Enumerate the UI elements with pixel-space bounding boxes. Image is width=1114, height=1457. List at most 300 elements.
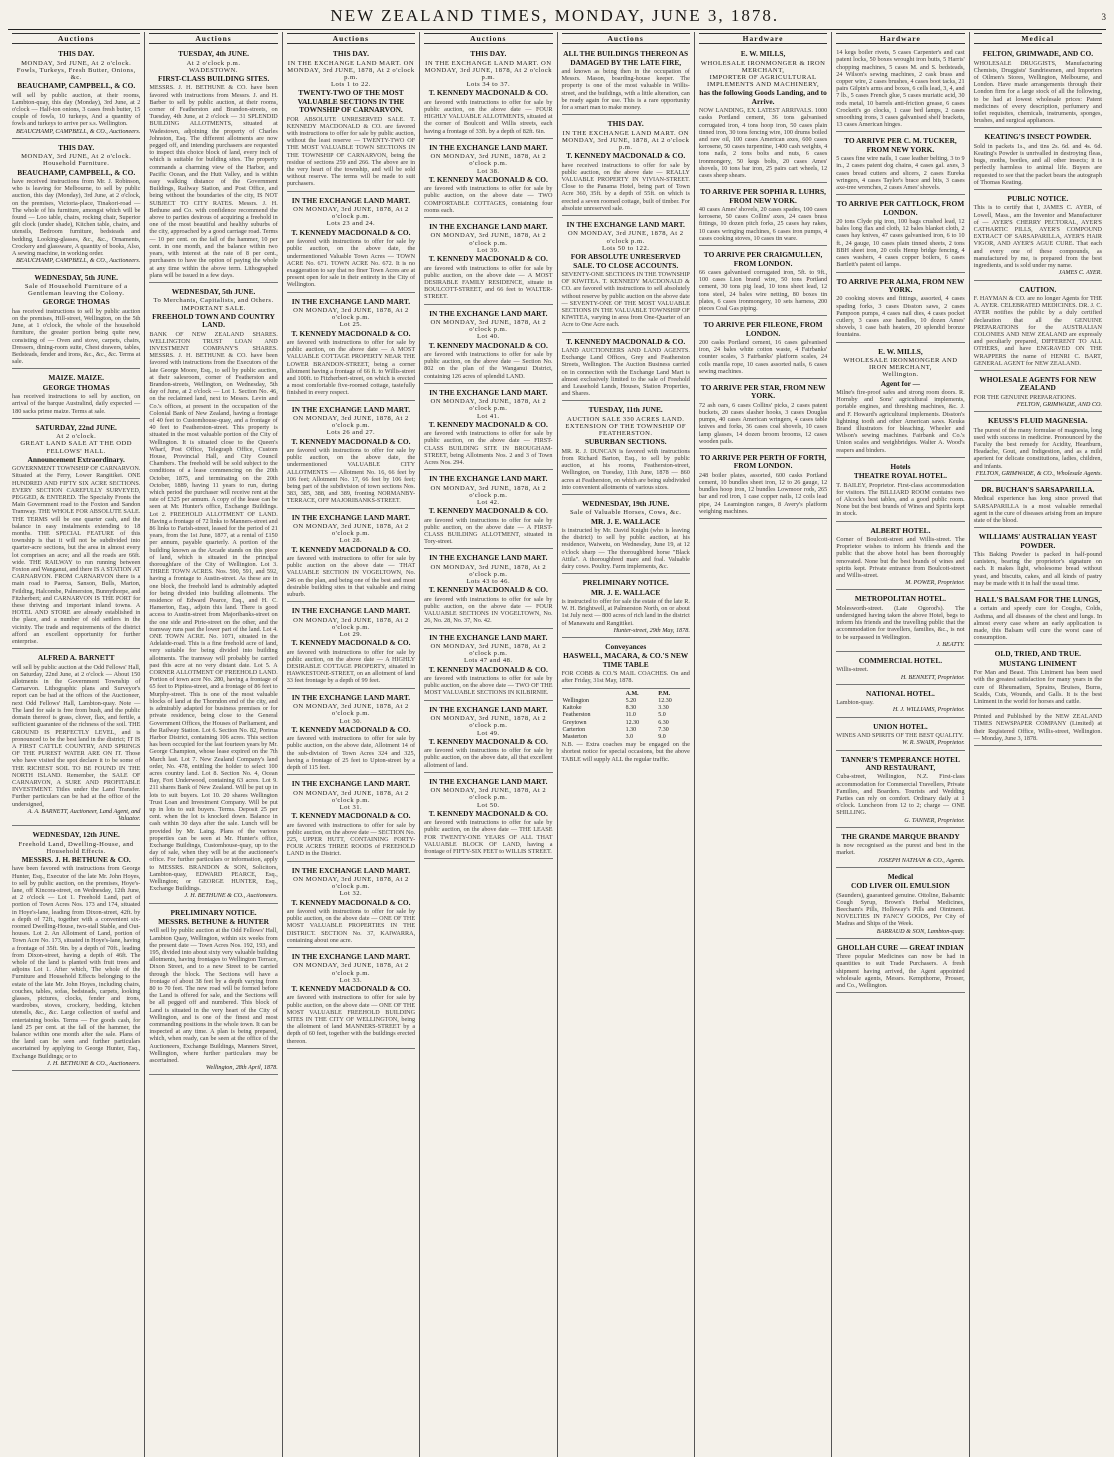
advertisement	[424, 141, 552, 218]
ad-text: is instructed by Mr. David Knight (who is leaving the district) to sell by public auction, at his residence, Waiwetu, on Wednesday, June 19, at 12 o'clock sharp — The thoroughbred horse "Black Attila". A thoroughbred mare and foal. Valuable dairy cows. Poultry. Farm implements, &c.	[561, 527, 690, 571]
ad-lead: T. KENNEDY MACDONALD & CO.	[566, 151, 686, 161]
timetable-header-cell	[562, 691, 625, 698]
ad-lead: T. KENNEDY MACDONALD & CO.	[428, 340, 548, 350]
ad-heading: TUESDAY, 11th JUNE.	[588, 405, 663, 415]
ad-text: have received instructions from Mr. J. Robinson, who is leaving for Melbourne, to sell by public auction, this day (Monday), 3rd June, at 2 o'clock, on the premises, Victoria-place, Tinakori-road — The whole of his furniture, amongst which will be found — Loo table, chairs, rocking chair, Superior gilt clock (under shade), Kitchen table, chairs, and utensils, Bedroom furniture, bedsteads and bedding, Looking-glasses, &c., &c., Ornaments, Crockery and glassware, A quantity of books, Also, A sewing machine, in working order.	[12, 178, 141, 258]
ad-subheading: ON MONDAY, 3rd JUNE, 1878, At 2 o'clock p.m.	[567, 230, 684, 245]
ad-text: are favored with instructions to offer for sale by public auction, on the above date — ONE OF THE MOST VALUABLE FREEHOLD BUILDING SITES IN THE CITY OF WELLINGTON, being the allotment of land MANNERS-STREET by a depth of 60 feet, together with the buildings erected thereon.	[286, 994, 416, 1045]
ad-body-title: Lot 39.	[477, 246, 500, 254]
advertisement	[12, 271, 140, 370]
ad-text: Lambton-quay.	[836, 699, 874, 707]
ad-body-title: Lot 25.	[339, 321, 363, 329]
ad-body-title: Lots 26 and 27.	[326, 429, 376, 437]
ad-subheading: Sale of Household Furniture of a Gentleman leaving the Colony.	[24, 282, 128, 298]
ad-signature: A. A. BARNETT, Auctioneer, Land Agent, and Valuator.	[27, 807, 141, 822]
ad-heading: IN THE EXCHANGE LAND MART.	[291, 865, 411, 875]
ad-heading: IN THE EXCHANGE LAND MART.	[429, 142, 548, 152]
ad-heading: IN THE EXCHANGE LAND MART.	[429, 776, 548, 786]
ad-subheading: To Merchants, Capitalists, and Others.	[153, 297, 274, 305]
ad-subheading: ON MONDAY, 3rd JUNE, 1878, At 2 o'clock p.m.	[293, 523, 409, 538]
ad-text: Cuba-street, Wellington, N.Z. First-class accommodation for Commercial Travellers, Private Families, and Boarders. Tourists and Wedding Parties can rely on comfort. Ordinary daily at 1 o'clock. Luncheon from 12 to 2; charge — ONE SHILLING.	[836, 773, 965, 817]
ad-text: are favored with instructions to offer for sale by public auction, on the above date — FIRST-CLASS BUILDING SITE IN BROUGHAM-STREET, being Allotments Nos. 2 and 3 of Town Acres Nos. 294.	[424, 430, 553, 466]
ad-subheading: Sale of Valuable Horses, Cows, &c.	[570, 509, 682, 517]
ad-text: Milne's fire-proof safes and strong room doors. R. Hornsby and Sons' agricultural implements, portable engines, and threshing machines, &c. J. and F. Howard's agricultural implements. Disston's lightning tooth and other American saws. Keuka Brand illustrators for bleaching. Wheeler and Wilson's sewing machines. Fairbank and Co.'s Union scales and weighbridges. Walter A. Wood's reapers and binders.	[836, 388, 965, 454]
ad-lead: T. KENNEDY MACDONALD & CO.	[428, 174, 548, 184]
advertisement	[12, 421, 140, 650]
ad-lead: THE GRANDE MARQUE BRANDY	[841, 831, 960, 841]
timetable-cell: 1.30	[625, 726, 637, 733]
column-section-header: Auctions	[12, 33, 140, 44]
advertisement	[974, 414, 1102, 481]
ad-subheading: ON MONDAY, 3rd JUNE, 1878, At 2 o'clock p.m.	[293, 962, 409, 977]
ad-lead: T. KENNEDY MACDONALD & CO.	[291, 328, 411, 338]
advertisement	[287, 403, 415, 509]
timetable-header-cell: A.M.	[625, 690, 639, 697]
advertisement	[424, 47, 552, 139]
advertisement	[562, 335, 690, 402]
advertisement	[287, 511, 415, 603]
ad-heading: MAIZE. MAIZE.	[48, 373, 104, 383]
ad-lead: T. KENNEDY MACDONALD & CO.	[291, 227, 411, 237]
ad-lead: T. KENNEDY MACDONALD & CO.	[291, 984, 411, 994]
ad-heading: IN THE EXCHANGE LAND MART.	[566, 220, 685, 230]
ad-subheading: AUCTION SALE 330 ACRES LAND.	[566, 415, 685, 423]
ad-text: Medical experience has long since proved that SARSAPARILLA is a most valuable remedial agent in the cure of diseases arising from an impure state of the blood.	[973, 495, 1102, 524]
ad-signature: FELTON, GRIMWADE, & CO., Wholesale Agents.	[975, 469, 1102, 477]
ad-body-title: WADESTOWN.	[189, 66, 239, 74]
ad-lead: BEAUCHAMP, CAMPBELL, & CO.	[17, 167, 136, 177]
ad-text: are favored with instructions to offer for sale by public auction, on the above date — A MOST DESIRABLE FAMILY RESIDENCE, situate in BOULCOTT-STREET, and 66 feet to WALTER-STREET.	[424, 264, 553, 301]
ad-text: FOR THE GENUINE PREPARATIONS.	[973, 393, 1077, 401]
ad-text: For Man and Beast. This Liniment has been used with the greatest satisfaction for many years in the cure of Rheumatism, Sprains, Bruises, Burns, Scalds, Cuts, Wounds, and Galls. It is the best Liniment in the world for horses and cattle.	[973, 669, 1102, 706]
ad-lead: MR. J. E. WALLACE	[591, 516, 661, 526]
ad-text: 20 tons Clyde pig iron, 100 bags crushed lead, 12 bales long flax and cloth, 12 bales blanket cloth, 2 cases hay knives, 47 cases galvanised iron, 6 to 10 ft., 24 gauge, 10 cases plain tinned sheets, 2 tons BBH sheet iron, 20 coils Hemp bridge fencing, 4 cases washers, 4 cases copper boilers, 6 cases Bartlett's patent oil lamps.	[836, 218, 965, 269]
ad-heading: Conveyances	[605, 642, 647, 652]
ad-text: WINES AND SPIRITS OF THE BEST QUALITY.	[836, 732, 964, 740]
ad-body-title: Lot 41.	[477, 412, 500, 420]
ad-lead: MR. J. E. WALLACE	[591, 587, 661, 597]
timetable-cell: 5.0	[658, 712, 666, 719]
ad-text: 40 cases Ames' shovels, 20 cases spades, 100 cases kerosene, 50 cases Collins' axes, 24 cases brass fittings, 10 dozen pitch forks, 25 cases hay rakes, 10 cases wringing machines, 6 cases iron pumps, 4 cases cooking stoves, 10 cases tin ware.	[698, 206, 828, 242]
column-section-header: Medical	[974, 33, 1102, 44]
ad-text: Molesworth-street. (Late Ogorod's). The undersigned having taken the above Hotel, begs to inform his friends and the travelling public that the accommodation for travellers, families, &c., is not to be surpassed in Wellington.	[836, 604, 965, 641]
ad-subheading: ON MONDAY, 3rd JUNE, 1878, At 2 o'clock p.m.	[293, 616, 409, 631]
ad-lead: FELTON, GRIMWADE, AND CO.	[982, 49, 1094, 59]
ad-heading: IN THE EXCHANGE LAND MART.	[291, 692, 411, 702]
timetable-cell: 3.0	[625, 733, 634, 740]
ad-text: are favored with instructions to offer for sale by public auction, on the above date — ONE OF THE MOST VALUABLE PROPERTIES IN THE DISTRICT. SECTION No. 37, KAIWARRA, containing about one acre.	[286, 907, 416, 944]
ad-lead: Announcement Extraordinary.	[27, 454, 125, 464]
ad-heading: IN THE EXCHANGE LAND MART.	[291, 404, 411, 414]
ad-text: 200 casks Portland cement, 16 cases galvanised iron, 24 bales white cotton waste, 4 Fairbanks' counter scales, 3 Fairbanks' platform scales, 24 coils manila rope, 10 cases assorted nails, 6 cases sewing machines.	[698, 338, 828, 375]
advertisement	[287, 950, 415, 1049]
ad-lead: WHOLESALE AGENTS FOR NEW ZEALAND	[979, 374, 1097, 393]
ad-text: MR. R. J. DUNCAN is favored with instructions from Richard Barton, Esq., to sell by public auction, at his rooms, Featherston-street, Wellington, on Tuesday, 11th June, 1878 — 860 acres at Featherston, on which are being subdivided into convenient allotments of various sizes.	[561, 447, 690, 491]
ad-body-title: Household Furniture.	[42, 160, 110, 168]
ad-lead: T. KENNEDY MACDONALD & CO.	[428, 506, 548, 516]
ad-text: MESSRS. J. H. BETHUNE & CO. have been favored with instructions from Messrs. J. and H. Barber to sell by public auction, at their rooms, corner of Featherston and Brandon-streets, on Tuesday, 4th June, at 2 o'clock — 31 SPLENDID BUILDING ALLOTMENTS, situated at Wadestown, adjoining the property of Charles Johnston, Esq. The different allotments are now pegged off, and intending purchasers are requested to inspect this choice block of land, every inch of which is suitable for building sites. The property commands a charming view of the Harbor, and Pacific Ocean, and the Hutt Valley, and is within easy walking distance of the Government Buildings, Railway Station, and Post Office, and being without the boundaries of the city, IS NOT SUBJECT TO CITY RATES. Messrs. J. H. Bethune and Co. with confidence recommend the above to parties desirous of acquiring a freehold in one of the most beautiful and healthy suburbs of the city, approached by a good carriage road. Terms — 10 per cent. on the fall of the hammer, 10 per cent. in one month, and the balance within two years, with interest at the rate of 8 per cent., purchasers to have the option of paying the whole at any time within the above term. Lithographed plans will be issued in a few days.	[149, 84, 278, 279]
ad-body-title: Lots 43 to 46.	[466, 578, 511, 586]
advertisement	[699, 318, 827, 379]
advertisement	[12, 371, 140, 418]
ad-heading: THIS DAY.	[58, 49, 95, 59]
ad-lead: T. KENNEDY MACDONALD & CO.	[428, 736, 548, 746]
ad-signature: J. H. BETHUNE & CO., Auctioneers.	[46, 1059, 141, 1067]
ad-body-title: Fowls, Turkeys, Fresh Butter, Onions, &c.	[16, 66, 136, 82]
advertisement	[974, 47, 1102, 128]
timetable-cell: 12.30	[658, 697, 672, 704]
ad-subheading: At 2 o'clock.	[56, 433, 97, 441]
advertisement	[836, 753, 964, 828]
advertisement	[974, 647, 1102, 709]
ad-signature: G. TANNER, Proprietor.	[904, 816, 965, 824]
advertisement	[974, 192, 1102, 280]
ad-text: are favored with instructions to offer for sale by public auction, on the above date — A HIGHLY DESIRABLE COTTAGE PROPERTY, situated in HAWKESTONE-STREET, on an allotment of land 33 feet frontage by a depth of 99 feet.	[286, 648, 416, 685]
timetable-cell: 7.30	[658, 726, 669, 733]
ad-subheading: ON MONDAY, 3rd JUNE, 1878, At 2 o'clock p.m.	[430, 398, 547, 413]
advertisement	[699, 451, 827, 519]
ad-lead: T. KENNEDY MACDONALD & CO.	[428, 585, 548, 595]
ad-text: Sold in packets 1s., and tins 2s. 6d. and 4s. 6d. Keating's Powder is unrivalled in destroying fleas, bugs, moths, beetles, and all other insects; it is perfectly harmless to animal life. Buyers are requested to see that the packet bears the autograph of Thomas Keating.	[973, 142, 1102, 186]
ad-text: have received instructions to offer for sale by public auction, on the above date — REALLY VALUABLE PROPERTY IN VIVIAN-STREET. Close to the Panama Hotel, being part of Town Acre 360, 35ft. by a depth of 55ft. on which is erected a seven roomed cottage, built of timber. For absolute unreserved sale.	[561, 161, 690, 212]
ad-heading: TO ARRIVE PER CRAIGMULLEN, FROM LONDON.	[703, 250, 823, 268]
newspaper-column	[419, 32, 556, 1457]
ad-heading: TO ARRIVE PER FILEONE, FROM LONDON.	[703, 320, 823, 338]
ad-heading: IN THE EXCHANGE LAND MART.	[429, 704, 548, 714]
ad-lead: FOR ABSOLUTE UNRESERVED SALE. TO CLOSE ACCOUNTS.	[570, 252, 681, 270]
ad-heading: CAUTION.	[1019, 284, 1057, 294]
advertisement	[12, 47, 140, 139]
ad-body-title: EXTENSION OF THE TOWNSHIP OF FEATHERSTON.	[565, 422, 687, 438]
timetable-row	[562, 712, 690, 719]
ad-lead: NATIONAL HOTEL.	[866, 688, 935, 698]
ad-text: NOW LANDING, EX LATEST ARRIVALS. 1000 casks Portland cement, 36 tons galvanised corrugated iron, 4 tons hoop iron, 50 cases plain tinned iron, 30 tons fencing wire, 100 drums boiled and raw oil, 100 cases American axes, 600 cases kerosene, 50 cases turpentine, 1400 cash weights, 4 tons nails, 2 tons bolts and nuts, 6 cases ironmongery, 50 kegs bolts, 20 cases Ames' shovels, 10 tons bar iron, 25 pairs cart wheels, 12 cases sheep shears.	[698, 107, 828, 180]
ad-text: are favored with instructions to offer for sale by public auction, on the above date — A MOST VALUABLE COTTAGE PROPERTY NEAR THE LOWER BRANDON-STREET, being a corner allotment having a frontage of 66 ft. to Willis-street and 100ft. to Fitzherbert-street, on which is erected a most comfortable five-roomed cottage, tastefully finished in every respect.	[286, 338, 416, 397]
ad-text: are favored with instructions to offer for sale by public auction, on the above date, the undermentioned Valuable Town Acres — TOWN ACRE No. 671. TOWN ACRE No. 672. It is no exaggeration to say that no finer Town Acres are at present open for sale in their entirety in the City of Wellington.	[286, 238, 416, 289]
ad-signature: JOSEPH NATHAN & CO., Agents.	[877, 856, 965, 864]
ad-text: are favored with instructions to offer for sale by public auction, on the above date — FOUR HIGHLY VALUABLE ALLOTMENTS, situated at the corner of Boulcott and Willis streets, each having a frontage of 33ft. by a depth of 82ft. 6in.	[424, 98, 553, 135]
advertisement	[974, 593, 1102, 645]
advertisement	[287, 47, 415, 191]
ad-lead: T. KENNEDY MACDONALD & CO.	[291, 897, 411, 907]
ad-text: F. HAYMAN & CO. are no longer Agents for THE A. AYER. CELEBRATED MEDICINES. DR. J. C. AYER notifies the public by a duly certified declaration that all the GENUINE PREPARATIONS for the AUSTRALIAN COLONIES AND NEW ZEALAND are expressly and peculiarly prepared, DIFFERENT TO ALL OTHERS, and have ENGRAVED ON THE WRAPPERS the name of HENRI C. BART, GENERAL AGENT for NEW ZEALAND.	[973, 294, 1102, 367]
ad-lead: COD LIVER OIL EMULSION	[851, 881, 950, 891]
advertisement	[287, 691, 415, 775]
ad-lead: SUBURBAN SECTIONS.	[584, 437, 667, 447]
ad-lead: GHOLLAH CURE — GREAT INDIAN	[837, 942, 964, 952]
ad-subheading: At 2 o'clock p.m.	[186, 59, 241, 67]
ad-text: is now recognised as the purest and best in the market.	[836, 842, 965, 857]
ad-subheading: Freehold Land, Dwelling-House, and Household Effects.	[18, 840, 134, 855]
ad-body-title: Wellington.	[882, 371, 919, 379]
ad-subheading: IN THE EXCHANGE LAND MART. ON MONDAY, 3rd JUNE, 1878, At 2 o'clock p.m.	[424, 59, 553, 82]
advertisement	[149, 285, 277, 904]
newspaper-column	[144, 32, 281, 1457]
ad-signature: J. BEATTY.	[936, 640, 965, 648]
ad-text: are favored with instructions to offer for sale by public auction, on the above date — Section No. 802 on the plan of the Wanganui District, containing 126 acres of splendid LAND.	[424, 350, 553, 380]
timetable-cell: 5.20	[625, 697, 637, 704]
advertisement	[699, 381, 827, 449]
ad-signature: BARRAUD & SON, Lambton-quay.	[876, 927, 965, 935]
timetable-cell: Kaitoke	[562, 705, 582, 712]
ad-lead: T. KENNEDY MACDONALD & CO.	[291, 436, 411, 446]
advertisement	[974, 711, 1102, 746]
ad-body-title: Lots 50 to 122.	[601, 244, 650, 252]
advertisement	[149, 47, 277, 283]
ad-text: This Baking Powder is packed in half-pound canisters, bearing the proprietor's signature on each. It makes light, wholesome bread without yeast, and biscuits, cakes, and all kinds of pastry may be made with it in half the usual time.	[973, 551, 1102, 587]
ad-lead: THEATRE ROYAL HOTEL.	[853, 471, 947, 481]
newspaper-column	[831, 32, 968, 1457]
advertisement	[836, 47, 964, 132]
ad-heading: THIS DAY.	[470, 49, 507, 59]
advertisement	[287, 864, 415, 948]
timetable-cell: 11.0	[625, 712, 636, 719]
timetable-note: N.B. — Extra coaches may be engaged on the shortest notice for special occasions, but the above TABLE will supply ALL the regular traffic.	[561, 741, 690, 763]
newspaper-column	[557, 32, 694, 1457]
ad-heading: PUBLIC NOTICE.	[1007, 194, 1069, 204]
ad-lead: METROPOLITAN HOTEL.	[854, 594, 946, 604]
advertisement	[424, 307, 552, 384]
ad-body-title: IMPORTER OF AGRICULTURAL IMPLEMENTS AND MACHINERY,	[706, 74, 820, 89]
ad-subheading: IN THE EXCHANGE LAND MART. ON MONDAY, 3rd JUNE, 1878, At 2 o'clock p.m.	[287, 59, 415, 82]
newspaper-column	[694, 32, 831, 1457]
ad-heading: Hotels	[890, 461, 911, 471]
masthead	[8, 4, 1106, 30]
ad-lead: TWENTY-TWO OF THE MOST VALUABLE SECTIONS IN THE TOWNSHIP OF CARNARVON.	[297, 88, 405, 115]
ad-heading: IN THE EXCHANGE LAND MART.	[429, 308, 548, 318]
column-container	[8, 32, 1106, 1457]
advertisement	[562, 117, 690, 216]
advertisement	[836, 197, 964, 272]
ad-lead: MESSRS. J. H. BETHUNE & CO.	[21, 854, 131, 864]
ad-body-title: Lots 1 to 22.	[331, 81, 371, 89]
ad-lead: MUSTANG LINIMENT	[999, 658, 1077, 668]
ad-text: 5 cases fine wire nails, 1 case leather belting, 3 to 9 in., 2 cases patent dog chains, 4 cases gal. axes, 3 cases bread cutters and slicers, 2 cases Eureka wringers, 4 cases Taylor's brace and bits, 3 cases axe-tree wrenches, 2 cases Ames' shovels.	[836, 155, 965, 192]
ad-text: T. BAILEY, Proprietor. First-class accommodation for visitors. The BILLIARD ROOM contains two of Alcock's best tables, and a good public room. None but the best brands of Wines and Spirits kept in stock.	[836, 481, 965, 518]
advertisement	[424, 472, 552, 549]
newspaper-column	[8, 32, 144, 1457]
ad-lead: KEATING'S INSECT POWDER.	[984, 132, 1092, 142]
ad-lead: T. KENNEDY MACDONALD & CO.	[428, 88, 548, 98]
ad-text: LAND AUCTIONEERS AND LAND AGENTS. Exchange Land Offices, Grey and Featherston Streets, Wellington. The Auction Business carried on in connection with the Exchange Land Mart is almost exclusively limited to the sale of Freehold and Leasehold Lands, Houses, Station Properties, and Shares.	[561, 346, 690, 398]
ad-heading: IN THE EXCHANGE LAND MART.	[429, 387, 548, 397]
advertisement	[836, 941, 964, 993]
advertisement	[424, 551, 552, 628]
timetable-cell: 6.30	[658, 719, 669, 726]
ad-subheading: ON MONDAY, 3rd JUNE, 1878, At 2 o'clock p.m.	[430, 153, 547, 168]
timetable-cell: 8.30	[625, 705, 637, 712]
ad-subheading: WHOLESALE IRONMONGER AND IRON MERCHANT,	[843, 356, 958, 372]
ad-signature: Hunter-street, 29th May, 1878.	[613, 626, 690, 634]
timetable-row	[562, 698, 690, 705]
advertisement	[836, 345, 964, 458]
ad-body-title: Lot 28.	[339, 537, 363, 545]
ad-subheading: ON MONDAY, 3rd JUNE, 1878, At 2 o'clock p.m.	[293, 306, 409, 322]
ad-text: are favored with instructions to offer for sale by public auction, on the above date — TWO OF THE MOST VALUABLE SECTIONS IN KILBIRNIE.	[424, 675, 553, 697]
ad-heading: THIS DAY.	[58, 142, 95, 152]
ad-heading: IN THE EXCHANGE LAND MART.	[291, 512, 411, 522]
ad-heading: TO ARRIVE PER SOPHIA R. LUHRS, FROM NEW YORK.	[700, 187, 826, 205]
ad-heading: IN THE EXCHANGE LAND MART.	[429, 474, 548, 484]
ad-body-title: Lot 33.	[339, 976, 363, 984]
timetable-cell: Featherston	[562, 712, 591, 719]
ad-lead: TANNER'S TEMPERANCE HOTEL AND RESTAURANT,	[840, 754, 961, 772]
ad-lead: HASWELL, MACARA, & CO.'S NEW TIME TABLE	[563, 651, 689, 669]
ad-lead: WILLIAMS' AUSTRALIAN YEAST POWDER.	[978, 532, 1097, 550]
advertisement	[287, 194, 415, 293]
timetable-cell: 9.0	[658, 733, 666, 740]
ad-text: Corner of Boulcott-street and Willis-street. The Proprietor wishes to inform his friends and the public that the above hotel has been thoroughly renovated. None but the best brands of wines and spirits kept. Private entrance from Boulcott-street and Willis-street.	[836, 536, 965, 580]
column-section-header: Auctions	[149, 33, 277, 44]
ad-text: This is to certify that I, JAMES C. AYER, of Lowell, Mass., am the Inventor and Manufacturer of — AYER'S CHERRY PECTORAL, AYER'S CATHARTIC PILLS, AYER'S COMPOUND EXTRACT OF SARSAPARILLA, AYER'S HAIR VIGOR, AND AYER'S AGUE CURE. That each and every one of these compounds, as manufactured by me, is prepared from the best ingredients, and is sold under my name.	[973, 204, 1102, 270]
ad-signature: BEAUCHAMP, CAMPBELL, & CO., Auctioneers.	[16, 257, 141, 265]
ad-lead: has the following Goods Landing, and to Arrive.	[699, 88, 827, 106]
ad-text: (Saunders), guaranteed genuine. Ottoline, Balsamic Cough Syrup, Brown's Herbal Medicines, Beecham's Pills, Holloway's Pills and Ointment. NOVELTIES IN FANCY GOODS, Per City of Madras and Ships of the Week.	[836, 891, 965, 928]
advertisement	[974, 373, 1102, 412]
advertisement	[836, 654, 964, 685]
ad-heading: PRELIMINARY NOTICE.	[170, 907, 257, 917]
ad-heading: WEDNESDAY, 12th JUNE.	[32, 830, 120, 840]
ad-text: will sell by public auction at the Odd Fellows' Hall, on Saturday, 22nd June, at 2 o'clock — About 150 allotments in the Government Township of Carnarvon. Lithographic plans and Surveyor's report can be had at the offices of the Auctioneer, next Odd Fellows' Hall, Lambton-quay. Note — The land for sale is free from bush, and the public domain thereof is grass, clover, flax, and fertile, a sufficient guarantee of the richness of the soil. THE GROUND IS PERFECTLY LEVEL, and is pronounced to be the best land in the district; IT IS A FIRST CATTLE COUNTRY, AND SPRINGS OF THE PUREST WATER ARE ON IT. Those who have visited the spot declare it to be some of THE RICHEST SOIL TO BE FOUND IN THE NORTH ISLAND. Remember, the SALE OF CARNARVON, A SURE AND PROFITABLE INVESTMENT. Titles under the Land Transfer. Further particulars can be had at the office of the undersigned,	[12, 663, 141, 808]
advertisement	[424, 220, 552, 304]
ad-heading: PRELIMINARY NOTICE.	[582, 578, 669, 588]
ad-body-title: Lot 30.	[339, 717, 363, 725]
advertisement	[699, 47, 827, 183]
ad-text: will sell by public auction at the Odd Fellows' Hall, Lambton Quay, Wellington, within six weeks from the present date — Town Acres Nos. 192, 193, and 195, divided into about sixty very valuable building allotments, having frontages to Wellington Terrace, Dixon Street, and to a new Street to be carried through the block. The Sections will have a frontage of about 38 feet by a depth varying from 80 to 70 feet. The new road will be formed before the Land is offered for sale, and the Sections will be all pegged off and numbered. This block of Land is situated in the very heart of the City of Wellington, and is one of the finest and most commanding positions in the whole town. It can be inspected at any time. A plan is being prepared, which, when ready, can be seen at the office of the Auctioneers, Exchange Buildings, Manners Street, Wellington, where further particulars may be ascertained.	[149, 927, 278, 1065]
ad-lead: T. KENNEDY MACDONALD & CO.	[428, 664, 548, 674]
advertisement	[836, 870, 964, 939]
ad-heading: WEDNESDAY, 19th JUNE.	[582, 499, 670, 508]
timetable-row	[562, 734, 690, 741]
advertisement	[562, 576, 690, 638]
ad-text: a certain and speedy cure for Coughs, Colds, Asthma, and all diseases of the chest and lungs. In almost every case where an early application is made, this Balsam will cure the worst case of consumption.	[973, 605, 1102, 642]
ad-text: FOR COBB & CO.'S MAIL COACHES. On and after Friday, 31st May, 1878.	[561, 670, 690, 685]
ad-heading: IN THE EXCHANGE LAND MART.	[291, 195, 411, 205]
advertisement	[562, 497, 690, 574]
advertisement	[287, 295, 415, 401]
ad-body-title: Lot 42.	[477, 499, 500, 506]
ad-body-title: Lot 29.	[339, 631, 363, 639]
ad-text: BANK OF NEW ZEALAND SHARES. WELLINGTON TRUST LOAN AND INVESTMENT COMPANY'S SHARES. MESSRS. J. H. BETHUNE & CO. have been favored with instructions from the Executors of the late George Moore, Esq., to sell by public auction, at their salesroom, corner of Featherston and Brandon-streets, Wellington, on Wednesday, 5th day of June, at 2 o'clock — Lot 1. Section No. 46, on the reclaimed land, next to Messrs. Levin and Co.'s offices, at present in the occupation of the Colonial Bank of New Zealand, having a frontage of 40 feet to Customhouse-quay, and a frontage of 40 feet to Featherston-street. This property is situated in the most valuable portion of the City of Wellington. It is situated close to the Queen's Wharf, Post Office, Telegraph Office, Custom House, Provincial Hall, and City Council Chambers. The freehold will be sold subject to the conditions of a lease commencing on the 20th October, 1875, and terminating on the 20th October, 1889, having 11 years to run, during which period the purchaser will receive rent at the rate of £325 per annum. A copy of the lease can be seen at Mr. Hunter's office, Exchange Buildings. Lot 2. FREEHOLD ALLOTMENT OF LAND. Having a frontage of 72 links to Manners-street and 86 links to Farish-street, leased for the period of 21 years, from the 1st June, 1877, at a rental of £150 per annum, payable quarterly. A portion of the building known as the Arcade stands on this piece of land, which is situated in the principal thoroughfare of the City of Wellington. Lot 3. THREE TOWN ACRES. Nos. 590, 591, and 592, having a frontage to Austin-street. As these are in one block, the freehold land is admirably adapted for being divided into building allotments. The residence of Edward Pearce, Esq., and H. C. Hamerton, Esq., adjoin this land. There is good access to Austin-street from Majoribanks-street on the one side and Pirie-street on the other, and the tramway runs past the lower part of the land. Lot 4. ONE TOWN ACRE. No. 1071, situated in the Adelaide-road. This is a fine freehold acre of land, very suitable for being divided into building allotments. The tramway will probably be carried past this acre at no very distant date. Lot 5. A CORNER ALLOTMENT OF FREEHOLD LAND. Portion of town acre No. 280, having a frontage of 65 feet to Pipitea-street, and a frontage of 86 feet to Murphy-street. This is one of the most valuable blocks of land at the Thorndon end of the city, and is admirably adapted for business premises or for private residence, being close to the General Government Offices, the Houses of Parliament, and the Railway Station. Lot 6. Section No. 82, Porirua Harbor District, containing 106 acres. This section has been occupied for the last fourteen years by Mr. George Champion, whose lease expired on the 7th March last. Lot 7. New Zealand Company's land order, No. 478, entitling the holder to select 100 acres country land. Lot 8. Section No. 4, Ocean Bay, Fort Underwood, containing 63 acres. Lot 9. 211 shares Bank of New Zealand. Will be put up in lots to suit buyers. Lot 10. 20 shares Wellington Trust Loan and Investment Company. Will be put up in lots to suit buyers. Terms. Deposit 25 per cent. when the lot is knocked down. Balance in cash within 30 days after the sale. Lunch will be provided by Mr. Laing. Plans of the various properties can be seen at Mr. Hunter's office, Exchange Buildings, Customhouse-quay, up to the day of sale, when they will be at the auctioneer's office. For further particulars or information, apply to MESSRS. BRANDON & SON, Solicitors, Lambton-quay, EDWARD PEARCE, Esq., Wellington; or GEORGE HUNTER, Esq., Exchange Buildings.	[149, 330, 278, 893]
advertisement	[12, 828, 140, 1071]
ad-text: are favored with instructions to offer for sale by public auction, on the above date — SECTION No. 225, UPPER HUTT, CONTAINING FORTY-FOUR ACRES THREE ROODS of FREEHOLD LAND in the District.	[286, 821, 416, 858]
timetable-row	[562, 705, 690, 712]
advertisement	[836, 592, 964, 652]
ad-heading: WEDNESDAY, 5th JUNE.	[34, 272, 119, 282]
advertisement	[836, 134, 964, 195]
ad-subheading: ON MONDAY, 3rd JUNE, 1878, At 2 o'clock p.m.	[293, 703, 409, 718]
advertisement	[699, 248, 827, 316]
timetable-cell: Wellington	[562, 697, 590, 704]
ad-heading: TUESDAY, 4th JUNE.	[178, 49, 250, 59]
ad-body-title: Lot 31.	[339, 803, 363, 811]
ad-text: FOR ABSOLUTE UNRESERVED SALE. T. KENNEDY MACDONALD & CO. are favored with instructions to offer for sale by public auction, without the least reserve — TWENTY-TWO OF THE MOST VALUABLE TOWN SECTIONS IN THE TOWNSHIP OF CARNARVON, being the residue of sections 259 and 266. The above are in the very heart of the township, and will be sold without reserve. The terms will be made to suit purchasers.	[286, 115, 416, 188]
ad-signature: JAMES C. AYER.	[1058, 269, 1102, 277]
advertisement	[424, 386, 552, 470]
ad-text: The purest of the many formulae of magnesia, long used with success in medicine. Pronounced by the Faculty the best remedy for Acidity, Heartburn, Headache, Gout, and Indigestion, and as a mild aperient for delicate constitutions, ladies, children, and infants.	[973, 426, 1102, 470]
ad-subheading: IN THE EXCHANGE LAND MART. ON MONDAY, 3rd JUNE, 1878, At 2 o'clock p.m.	[561, 129, 690, 152]
advertisement	[836, 687, 964, 718]
ad-heading: E. W. MILLS,	[878, 346, 923, 356]
timetable-cell: 3.30	[658, 705, 669, 712]
ad-text: has received instructions to sell by public auction on the premises, Hill-street, Wellington, on the 5th June, at 1 o'clock, the whole of the household furniture, the greater portion being quite new, consisting of — Oven and stove, carpets, chairs, Dressers, dining-room suite, Chest drawers, tables, Bedsteads, fender and irons, &c., &c., &c. Terms at sale.	[12, 307, 141, 366]
advertisement	[836, 275, 964, 343]
ad-heading: TO ARRIVE PER ALMA, FROM NEW YORK.	[836, 276, 965, 294]
ad-body-title: Lot 50.	[477, 801, 500, 809]
ad-heading: IN THE EXCHANGE LAND MART.	[291, 296, 411, 306]
advertisement	[12, 141, 140, 269]
column-section-header: Auctions	[287, 33, 415, 44]
ad-lead: COMMERCIAL HOTEL.	[858, 656, 943, 666]
advertisement	[562, 640, 690, 689]
timetable-cell: 12.30	[625, 719, 640, 726]
ad-text: 72 ash oars, 6 cases Collins' picks, 2 cases patent buckets, 20 cases slasher hooks, 3 cases Douglas pumps, 40 cases American wringers, 4 cases table knives and forks, 36 cases coal shovels, 10 cases lamp glasses, 14 dozen broom brooms, 12 cases wooden pails.	[698, 401, 828, 445]
ad-body-title: Lot 32.	[339, 890, 363, 898]
ad-body-title: Lot 38.	[477, 167, 500, 175]
ad-heading: THIS DAY.	[607, 119, 644, 129]
ad-text: Printed and Published by the NEW ZEALAND TIMES NEWSPAPER COMPANY (Limited) at their Registered Office, Willis-street, Wellington. — Monday, June 3, 1878.	[973, 713, 1102, 742]
ad-text: 20 cooking stoves and fittings, assorted, 4 cases spading forks, 3 cases Disston saws, 2 cases Pampoon pumps, 4 cases nail dies, 4 cases pocket cutlery, 3 cases axe handles, 10 dozen Ames' shovels, 1 case bath heaters, 20 splendid bronze fountains.	[836, 295, 965, 339]
ad-signature: BEAUCHAMP, CAMPBELL, & CO., Auctioneers.	[16, 127, 141, 135]
ad-lead: ALBERT HOTEL.	[870, 525, 931, 535]
ad-body-title: Lot 40.	[477, 333, 500, 341]
timetable-cell: Greytown	[562, 719, 587, 726]
page-number: 3	[1101, 12, 1106, 22]
advertisement	[974, 130, 1102, 190]
newspaper-title: NEW ZEALAND TIMES, MONDAY, JUNE 3, 1878.	[330, 6, 780, 25]
advertisement	[424, 703, 552, 773]
ad-text: are favored with instructions to offer for sale by public auction, on the above date — THE LEASE FOR TWENTY-ONE YEARS OF ALL THAT VALUABLE BLOCK OF LAND, having a frontage of FIFTY-SIX FEET to WILLIS STREET.	[424, 819, 553, 855]
ad-signature: M. POWER, Proprietor.	[905, 579, 965, 587]
ad-text: are favored with instructions to offer for sale by public auction, on the above date — A FIRST-CLASS BUILDING ALLOTMENT, situated in Tory-street.	[424, 516, 553, 546]
ad-text: are favored with instructions to offer for sale by public auction, on the above date — FOUR VALUABLE SECTIONS IN VOGELTOWN, No. 26, No. 28, No. 37, No. 42.	[424, 595, 553, 625]
advertisement	[974, 483, 1102, 528]
advertisement	[562, 218, 690, 332]
ad-lead: FREEHOLD TOWN AND COUNTRY LAND.	[152, 311, 275, 330]
ad-subheading: ON MONDAY, 3rd JUNE, 1878, At 2 o'clock p.m.	[293, 875, 409, 891]
advertisement	[424, 631, 552, 701]
ad-text: 14 kegs boiler rivets, 5 cases Carpenter's and cast patent locks, 50 boxes wrought iron butts, 5 Harris' chopping machines, 5 cases M. and S. bedsteads, 24 Wilson's sewing machines, 2 cask brass and copper wire, 2 cases brushes, 4 cases boot tacks, 21 pairs Gilpin's arms and boxes, 6 cells lead, 3, 4, and 7 lb., 5 cases French glue, 5 cases muriatic acid, 30 rods metal, 10 barrels anti-friction grease, 6 cases Crockett's go clocks, 1 case bed lamps, 2 cases smoothing irons, 3 cases galvanised shelf brackets, 13 cases American hinges.	[836, 49, 965, 129]
ad-lead: HALL'S BALSAM FOR THE LUNGS,	[975, 595, 1101, 605]
ad-heading: ALL THE BUILDINGS THEREON AS DAMAGED BY THE LATE FIRE,	[563, 49, 689, 67]
ad-subheading: ON MONDAY, 3rd JUNE, 1878, At 2 o'clock p.m.	[293, 789, 409, 804]
newspaper-column	[969, 32, 1106, 1457]
ad-body-title: GREAT LAND SALE AT THE ODD FELLOWS' HALL.	[20, 440, 133, 455]
ad-heading: IN THE EXCHANGE LAND MART.	[291, 779, 411, 789]
advertisement	[836, 524, 964, 591]
ad-subheading: ON MONDAY, 3rd JUNE, 1878, At 2 o'clock p.m.	[430, 643, 547, 658]
ad-signature: H. J. WILLIAMS, Proprietor.	[892, 706, 965, 714]
ad-body-title: Lots 47 and 48.	[464, 657, 513, 665]
ad-subheading: ON MONDAY, 3rd JUNE, 1878, At 2 o'clock p.m.	[293, 414, 409, 430]
ad-signature: H. BENNETT, Proprietor.	[900, 673, 965, 681]
ad-heading: OLD, TRIED, AND TRUE.	[994, 649, 1081, 659]
advertisement	[287, 604, 415, 688]
column-section-header: Hardware	[699, 33, 827, 44]
ad-text: WHOLESALE DRUGGISTS, Manufacturing Chemists, Druggists' Sundriesmen, and Importers of Oilmen's Stores, Wellington, Melbourne, and London. Have made arrangements through their London firm for a large stock of all the following, to be had at lowest wholesale prices: Patent medicines of every description, perfumery and toilet requisites, chemicals, instruments, sponges, brushes, and surgical appliances.	[973, 59, 1102, 125]
ad-text: will sell by public auction, at their rooms, Lambton-quay, this day (Monday), 3rd June, at 2 o'clock — Half-ton onions, 3 cases fresh butter, 15 couple of fowls, 10 turkeys, And a quantity of fowls and turkeys to arrive per s.s. Wellington.	[12, 91, 141, 128]
advertisement	[836, 720, 964, 751]
ad-text: SEVENTY-ONE SECTIONS IN THE TOWNSHIP OF KIWITEA. T. KENNEDY MACDONALD & CO. are favored with instructions to sell absolutely without reserve by public auction on the above date — SEVENTY-ONE OF THE MOST VALUABLE SECTIONS IN THE VALUABLE TOWNSHIP OF KIWITEA, varying in area from One-Quarter of an Acre to One Acre each.	[561, 270, 690, 329]
ad-signature: Wellington, 28th April, 1878.	[205, 1064, 278, 1072]
column-section-header: Hardware	[836, 33, 964, 44]
ad-heading: IN THE EXCHANGE LAND MART.	[291, 606, 411, 616]
ad-subheading: ON MONDAY, 3rd JUNE, 1878, At 2 o'clock p.m.	[430, 563, 547, 579]
advertisement	[562, 403, 690, 495]
advertisement	[699, 185, 827, 246]
ad-heading: E. W. MILLS,	[740, 49, 786, 59]
ad-lead: T. KENNEDY MACDONALD & CO.	[428, 419, 548, 429]
